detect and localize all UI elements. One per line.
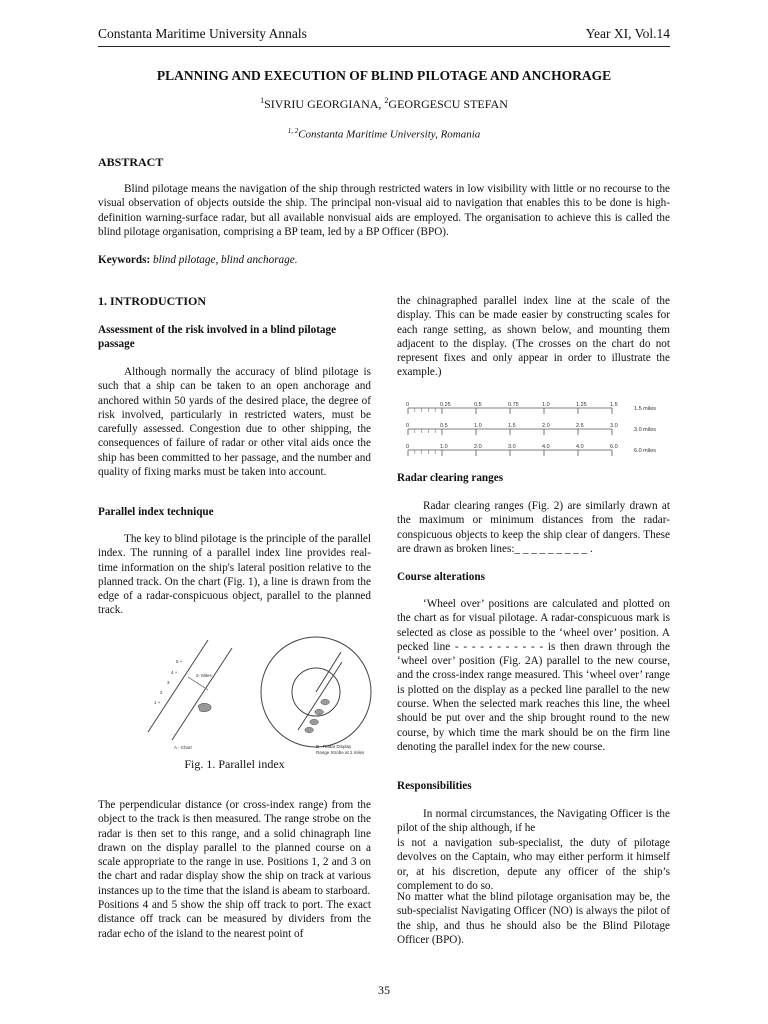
scale-tick-label: 1.0 (542, 402, 550, 408)
keywords (98, 253, 298, 267)
pos-label-5: 5 + (176, 659, 183, 664)
scale-tick-label: 0.25 (440, 402, 451, 408)
risk-paragraph: Although normally the accuracy of blind pilotage is such that a ship can be taken to an open anchorage and anchored within 50 yards of the desired place, the degree of risk involved, particularly in restricted waters, must be carefully assessed. Congestion due to other shipping, the consequences of failure of radar or other vital aids once the ship has been committed to her passage, and the number and quality of fixing marks must be taken into account. (98, 366, 371, 479)
scale-range-label: 3.0 miles (634, 427, 657, 433)
island-echo-2 (315, 709, 324, 715)
affiliation-text: Constanta Maritime University, Romania (298, 128, 481, 141)
parallel-index-paragraph: The key to blind pilotage is the principle of the parallel index. The running of a parallel index line provides real-time information on the ship's lateral position relative to the planned track. On the chart (Fig. 1), a line is drawn from the edge of a radar-conspicuous object, parallel to the planned track. (98, 533, 371, 617)
chart-label-a: A - Chart (174, 745, 192, 750)
scale-range-label: 6.0 miles (634, 448, 657, 454)
scale-tick-label: 6.0 (610, 444, 618, 450)
island-echo-3 (310, 719, 319, 725)
scale-tick-label: 0.75 (508, 402, 519, 408)
author-2: GEORGESCU STEFAN (388, 97, 508, 111)
scale-tick-label: 0.5 (474, 402, 482, 408)
scale-tick-label: 1.5 (508, 423, 516, 429)
running-header-volume: Year XI, Vol.14 (585, 26, 670, 41)
scale-tick-label: 0.5 (440, 423, 448, 429)
page-number: 35 (378, 983, 390, 997)
scale-tick-label: 2.5 (576, 423, 584, 429)
author-1: SIVRIU GEORGIANA, (264, 97, 385, 111)
course-alterations-paragraph: ‘Wheel over’ positions are calculated and plotted on the chart as for visual pilotage. A radar-conspicuous mark is selected as close as possible to the ‘wheel over’ position. A pecked line - - - - - - - - - - - is then drawn through the ‘wheel over’ position (Fig. 2A) parallel to the new course, and the cross-index range measured. This ‘wheel over’ range is plotted on the display as a pecked line parallel to the new course. When the selected mark reaches this line, the wheel should be put over and the ship brought round to the new course, by which time the mark should be on the firm line denoting the parallel index for the new course. (397, 598, 670, 753)
author-sup-2: 2 (384, 96, 389, 105)
island-chart (198, 703, 211, 711)
planned-track-line (148, 640, 208, 732)
clearing-ranges-subheading: Radar clearing ranges (397, 472, 504, 484)
figure-1-parallel-index (140, 632, 376, 758)
responsibilities-subheading: Responsibilities (397, 780, 472, 792)
scale-tick-label: 2.0 (474, 444, 482, 450)
paper-title: PLANNING AND EXECUTION OF BLIND PILOTAGE AND ANCHORAGE (156, 68, 612, 83)
cross-index-paragraph: The perpendicular distance (or cross-index range) from the object to the track is then measured. The range strobe on the radar is then set to this range, and a solid chinagraph line drawn on the display parallel to the planned course on a scale appropriate to the range in use. Positions 1, 2 and 3 on the chart and radar display show the ship on track at various instances up to the time that the island is abeam to starboard. (98, 799, 371, 897)
course-alterations-subheading: Course alterations (397, 571, 485, 583)
scale-tick-label: 4.0 (576, 444, 584, 450)
cross-index-range-line (188, 677, 208, 690)
off-track-paragraph: Positions 4 and 5 show the ship off track to port. The exact distance off track can be measured by dividers from the radar echo of the island to the nearest point of (98, 899, 371, 940)
scale-row (406, 402, 656, 414)
radar-parallel-index-line (298, 662, 342, 730)
chinagraph-paragraph: the chinagraphed parallel index line at the scale of the display. This can be made easier by constructing scales for each range setting, as shown below, and mounting them adjacent to the display. (The crosses on the chart do not represent fixes and only appear in order to illustrate the example.) (397, 295, 670, 379)
section-introduction-heading: 1. INTRODUCTION (98, 294, 207, 308)
scale-tick-label: 0 (406, 444, 410, 450)
island-echo-1 (321, 699, 330, 705)
scale-tick-label: 1.5 (610, 402, 618, 408)
header-rule (98, 46, 670, 47)
scale-range-label: 1.5 miles (634, 406, 657, 412)
pos-label-2: 2 (160, 690, 163, 695)
keywords-text: blind pilotage, blind anchorage. (153, 254, 298, 266)
affiliation (98, 127, 670, 141)
scale-tick-label: 1.0 (440, 444, 448, 450)
scale-row (406, 423, 656, 435)
scale-tick-label: 3.0 (610, 423, 618, 429)
heading-line (316, 652, 341, 692)
pos-label-3: 3 (167, 680, 170, 685)
scale-row (406, 444, 656, 456)
author-sup-1: 1 (260, 96, 265, 105)
pos-label-4: 4 + (171, 670, 178, 675)
risk-subheading: Assessment of the risk involved in a blind pilotage passage (98, 324, 337, 351)
radar-label-b: B - Radar Display (316, 744, 352, 749)
author-line (98, 96, 670, 112)
running-header-journal: Constanta Maritime University Annals (98, 26, 307, 41)
abstract-heading: ABSTRACT (98, 155, 164, 169)
scale-tick-label: 3.0 (508, 444, 516, 450)
scale-tick-label: 0 (406, 402, 410, 408)
scale-tick-label: 4.0 (542, 444, 550, 450)
parallel-index-subheading: Parallel index technique (98, 506, 214, 518)
radar-label-strobe: Range Strobe at 2 miles (316, 750, 365, 755)
responsibilities-paragraph-1: In normal circumstances, the Navigating Officer is the pilot of the ship although, if he (397, 808, 670, 835)
range-scales-figure (400, 392, 670, 460)
scale-tick-label: 2.0 (542, 423, 550, 429)
clearing-ranges-paragraph: Radar clearing ranges (Fig. 2) are similarly drawn at the maximum or minimum distances from the radar-conspicuous objects to keep the ship clear of dangers. These are drawn as broken lines:_ _ _ _ _ _ _ _ _ . (397, 500, 670, 555)
responsibilities-paragraph-3: No matter what the blind pilotage organisation may be, the sub-specialist Navigating Officer (NO) is always the pilot of the ship, and thus he should also be the Blind Pilotage Officer (BPO). (397, 891, 670, 946)
pos-label-1: 1 + (154, 700, 161, 705)
affiliation-sup: 1, 2 (287, 127, 299, 135)
abstract-text: Blind pilotage means the navigation of the ship through restricted waters in low visibility with little or no recourse to the visual observation of objects outside the ship. The principal non-visual aid to navigation that enables this to be done is high-definition warning-surface radar, but all available nonvisual aids are employed. The organisation to achieve this is called the blind pilotage organisation, comprising a BP team, led by a BP Officer (BPO). (98, 183, 670, 238)
figure-1-caption: Fig. 1. Parallel index (184, 757, 285, 771)
island-echo-4 (305, 727, 314, 733)
keywords-label: Keywords: (98, 254, 151, 266)
scale-tick-label: 1.0 (474, 423, 482, 429)
scale-tick-label: 1.25 (576, 402, 587, 408)
responsibilities-paragraph-2: is not a navigation sub-specialist, the duty of pilotage devolves on the Captain, who may either perform it himself or, at his discretion, depute any officer of the ship’s complement to do so. (397, 837, 670, 892)
two-mile-label: 2- Miles (196, 673, 212, 678)
scale-tick-label: 0 (406, 423, 410, 429)
